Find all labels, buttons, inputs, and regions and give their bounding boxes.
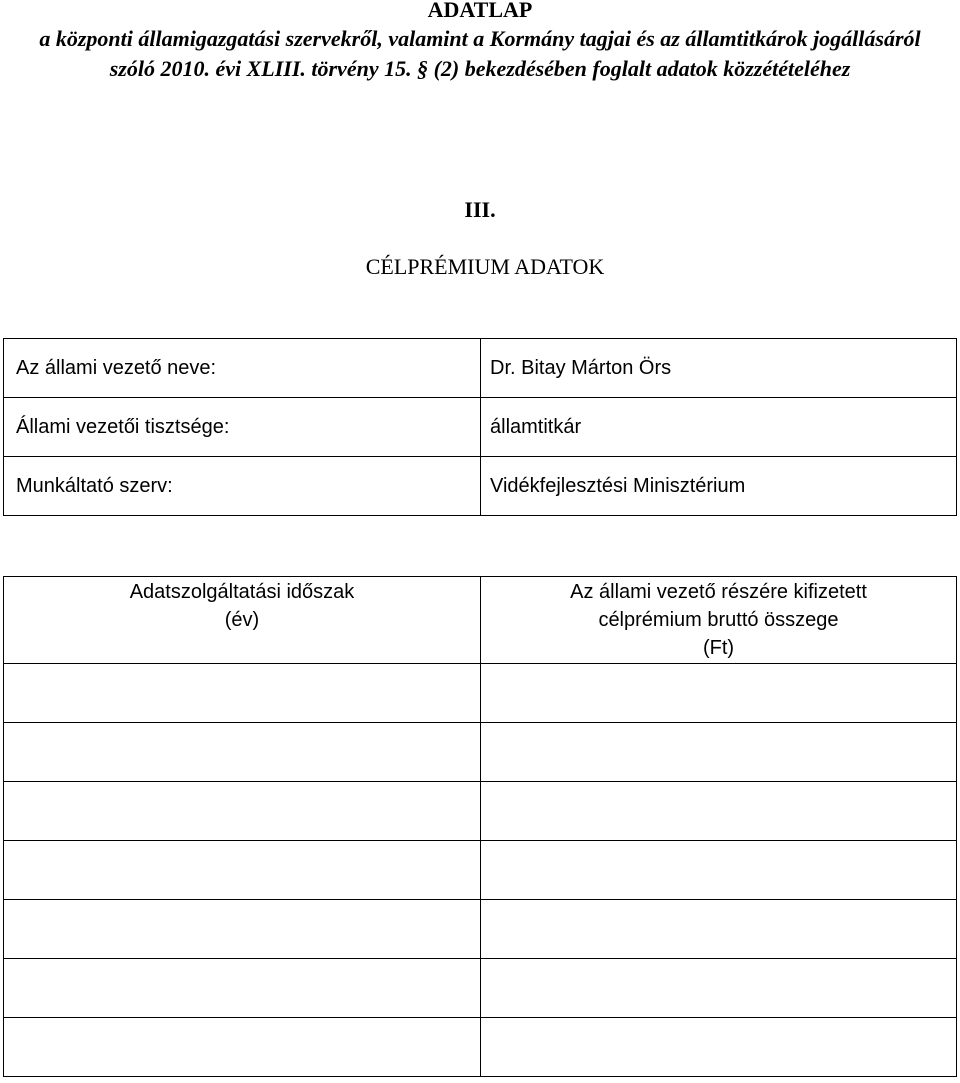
period-cell xyxy=(4,664,481,723)
amount-cell xyxy=(481,841,957,900)
period-header-line: Adatszolgáltatási időszak xyxy=(129,581,355,603)
premium-table-header xyxy=(4,577,957,664)
period-cell xyxy=(4,1018,481,1077)
period-cell xyxy=(4,782,481,841)
official-info-table xyxy=(3,338,957,516)
section-title: CÉLPRÉMIUM ADATOK xyxy=(365,254,605,279)
info-label: Állami vezetői tisztsége: xyxy=(4,398,481,457)
info-label: Az állami vezető neve: xyxy=(4,339,481,398)
info-value: Dr. Bitay Márton Örs xyxy=(481,339,957,398)
period-cell xyxy=(4,723,481,782)
table-row xyxy=(4,723,957,782)
info-row-position xyxy=(4,398,957,457)
document-subtitle: a központi államigazgatási szervekről, valamint a Kormány tagjai és az államtitkárok jogállásáról szóló 2010. évi XLIII. törvény 15. § (2) bekezdésében foglalt adatok közzétételéhez xyxy=(39,26,921,81)
period-column-header xyxy=(4,577,481,664)
amount-header-line: célprémium bruttó összege xyxy=(598,609,839,631)
table-row xyxy=(4,782,957,841)
period-cell xyxy=(4,841,481,900)
table-row xyxy=(4,664,957,723)
period-cell xyxy=(4,900,481,959)
table-row xyxy=(4,900,957,959)
info-value: Vidékfejlesztési Minisztérium xyxy=(481,457,957,516)
table-row xyxy=(4,841,957,900)
amount-cell xyxy=(481,782,957,841)
table-row xyxy=(4,1018,957,1077)
period-cell xyxy=(4,959,481,1018)
premium-table xyxy=(3,576,957,1077)
amount-cell xyxy=(481,664,957,723)
document-title: ADATLAP xyxy=(427,0,533,22)
amount-cell xyxy=(481,959,957,1018)
amount-header-line: Az állami vezető részére kifizetett xyxy=(570,581,867,603)
info-label: Munkáltató szerv: xyxy=(4,457,481,516)
amount-column-header xyxy=(481,577,957,664)
amount-header-line: (Ft) xyxy=(702,637,735,659)
info-value: államtitkár xyxy=(481,398,957,457)
section-number: III. xyxy=(464,197,496,222)
amount-cell xyxy=(481,1018,957,1077)
period-header-line: (év) xyxy=(224,609,260,631)
amount-cell xyxy=(481,723,957,782)
info-row-employer xyxy=(4,457,957,516)
info-row-name xyxy=(4,339,957,398)
table-row xyxy=(4,959,957,1018)
amount-cell xyxy=(481,900,957,959)
